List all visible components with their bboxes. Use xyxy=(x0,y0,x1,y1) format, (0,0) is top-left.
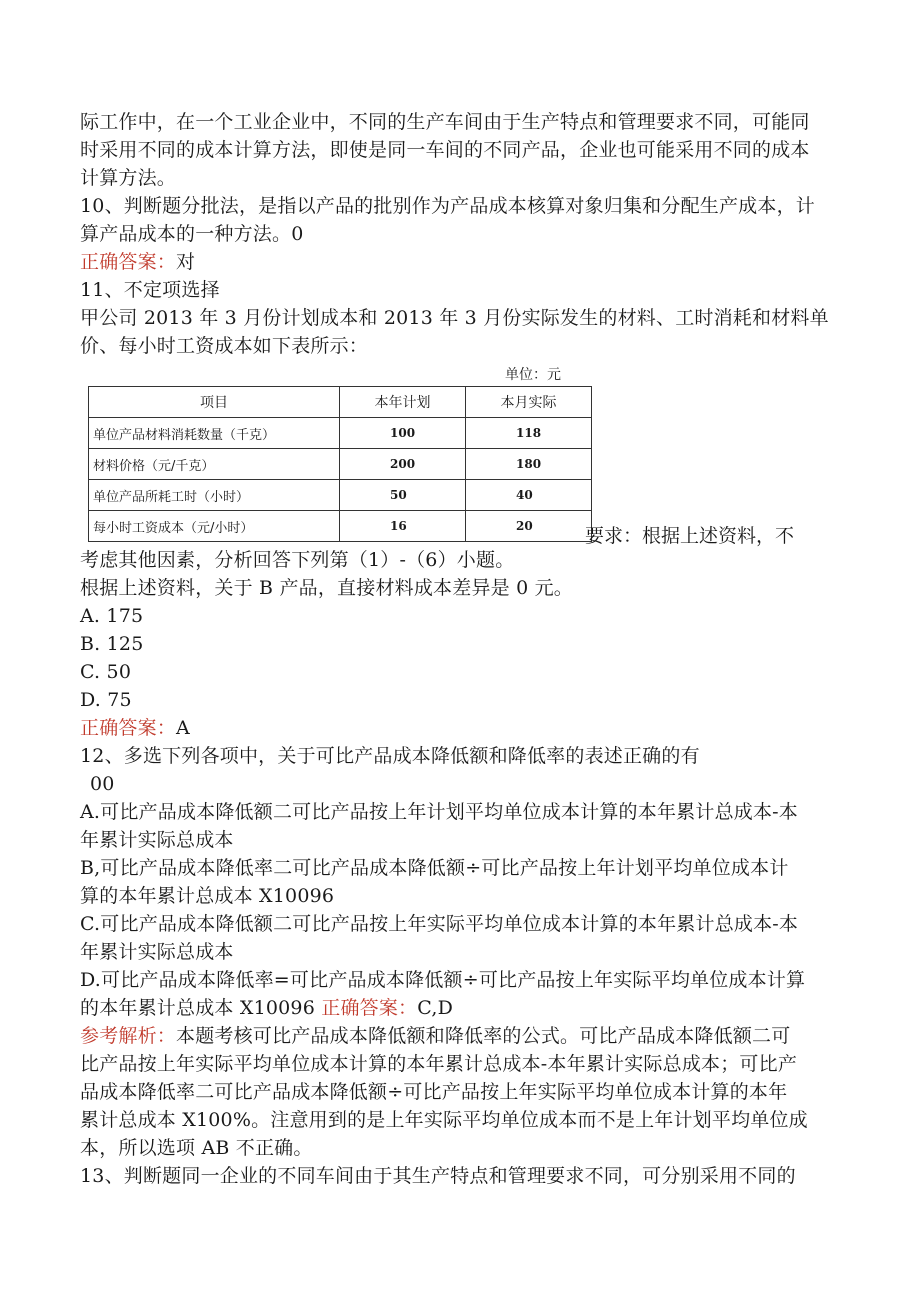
table-row xyxy=(89,480,592,511)
analysis-label: 参考解析： xyxy=(80,1025,177,1047)
q12-line: 的本年累计总成本 X10096 xyxy=(80,997,322,1019)
answer-value: 对 xyxy=(176,251,196,273)
q10-answer xyxy=(80,248,840,276)
option-item: D. 75 xyxy=(80,689,132,711)
table-row xyxy=(89,511,592,542)
option-item: A. 175 xyxy=(80,605,144,627)
table-cell: 单位产品所耗工时（小时） xyxy=(89,480,340,511)
document-page xyxy=(80,108,840,1190)
answer-value: A xyxy=(176,717,190,739)
q12-line: 年累计实际总成本 xyxy=(80,941,234,963)
q11-answer xyxy=(80,714,840,742)
analysis-line xyxy=(80,1022,840,1050)
cost-table-block xyxy=(80,364,840,546)
table-cell: 20 xyxy=(466,511,592,542)
table-cell: 118 xyxy=(466,418,592,449)
table-header-row xyxy=(89,387,592,418)
paragraph-line: 际工作中，在一个工业企业中，不同的生产车间由于生产特点和管理要求不同，可能同 xyxy=(80,111,810,133)
table-header: 本年计划 xyxy=(340,387,466,418)
requirement-text: 要求：根据上述资料，不 xyxy=(585,525,795,547)
q12-line: D.可比产品成本降低率=可比产品成本降低额÷可比产品按上年实际平均单位成本计算 xyxy=(80,969,806,991)
q12-line: 算的本年累计总成本 X10096 xyxy=(80,885,335,907)
table-cell: 50 xyxy=(340,480,466,511)
q12-blank: 00 xyxy=(90,773,115,795)
table-row xyxy=(89,418,592,449)
q13-line: 13、判断题同一企业的不同车间由于其生产特点和管理要求不同，可分别采用不同的 xyxy=(80,1165,796,1187)
q12-line: A.可比产品成本降低额二可比产品按上年计划平均单位成本计算的本年累计总成本-本 xyxy=(80,801,798,823)
table-cell: 100 xyxy=(340,418,466,449)
analysis-text: 本题考核可比产品成本降低额和降低率的公式。可比产品成本降低额二可 xyxy=(176,1025,791,1047)
option-item: C. 50 xyxy=(80,661,132,683)
answer-label: 正确答案： xyxy=(321,997,418,1019)
answer-value: C,D xyxy=(417,997,453,1019)
analysis-line: 品成本降低率二可比产品成本降低额÷可比产品按上年实际平均单位成本计算的本年 xyxy=(80,1081,788,1103)
paragraph-line: 时采用不同的成本计算方法，即使是同一车间的不同产品，企业也可能采用不同的成本 xyxy=(80,139,810,161)
q12-answer-line xyxy=(80,994,840,1022)
answer-label: 正确答案： xyxy=(80,251,177,273)
table-cell: 40 xyxy=(466,480,592,511)
q10-line: 10、判断题分批法，是指以产品的批别作为产品成本核算对象归集和分配生产成本，计 xyxy=(80,195,815,217)
table-cell: 16 xyxy=(340,511,466,542)
table-row xyxy=(89,449,592,480)
q12-line: 年累计实际总成本 xyxy=(80,829,234,851)
table-cell: 单位产品材料消耗数量（千克） xyxy=(89,418,340,449)
answer-label: 正确答案： xyxy=(80,717,177,739)
analysis-line: 比产品按上年实际平均单位成本计算的本年累计总成本-本年累计实际总成本；可比产 xyxy=(80,1053,798,1075)
requirement-line: 考虑其他因素，分析回答下列第（1）-（6）小题。 xyxy=(80,549,515,571)
q11-title: 11、不定项选择 xyxy=(80,279,220,301)
q12-title: 12、多选下列各项中，关于可比产品成本降低额和降低率的表述正确的有 xyxy=(80,745,700,767)
analysis-line: 本，所以选项 AB 不正确。 xyxy=(80,1137,313,1159)
table-header: 本月实际 xyxy=(466,387,592,418)
table-cell: 每小时工资成本（元/小时） xyxy=(89,511,340,542)
option-item: B. 125 xyxy=(80,633,144,655)
table-header: 项目 xyxy=(89,387,340,418)
q11-intro: 甲公司 2013 年 3 月份计划成本和 2013 年 3 月份实际发生的材料、工时消耗和材料单 xyxy=(80,307,829,329)
analysis-line: 累计总成本 X100%。注意用到的是上年实际平均单位成本而不是上年计划平均单位成 xyxy=(80,1109,808,1131)
q12-line: B,可比产品成本降低率二可比产品成本降低额÷可比产品按上年计划平均单位成本计 xyxy=(80,857,789,879)
q10-line: 算产品成本的一种方法。0 xyxy=(80,223,304,245)
table-cell: 180 xyxy=(466,449,592,480)
paragraph-line: 计算方法。 xyxy=(80,167,177,189)
table-unit: 单位：元 xyxy=(505,367,561,383)
cost-table xyxy=(88,386,592,542)
table-cell: 200 xyxy=(340,449,466,480)
question-text: 根据上述资料，关于 B 产品，直接材料成本差异是 0 元。 xyxy=(80,577,574,599)
table-cell: 材料价格（元/千克） xyxy=(89,449,340,480)
q11-intro: 价、每小时工资成本如下表所示： xyxy=(80,335,369,357)
q12-line: C.可比产品成本降低额二可比产品按上年实际平均单位成本计算的本年累计总成本-本 xyxy=(80,913,799,935)
